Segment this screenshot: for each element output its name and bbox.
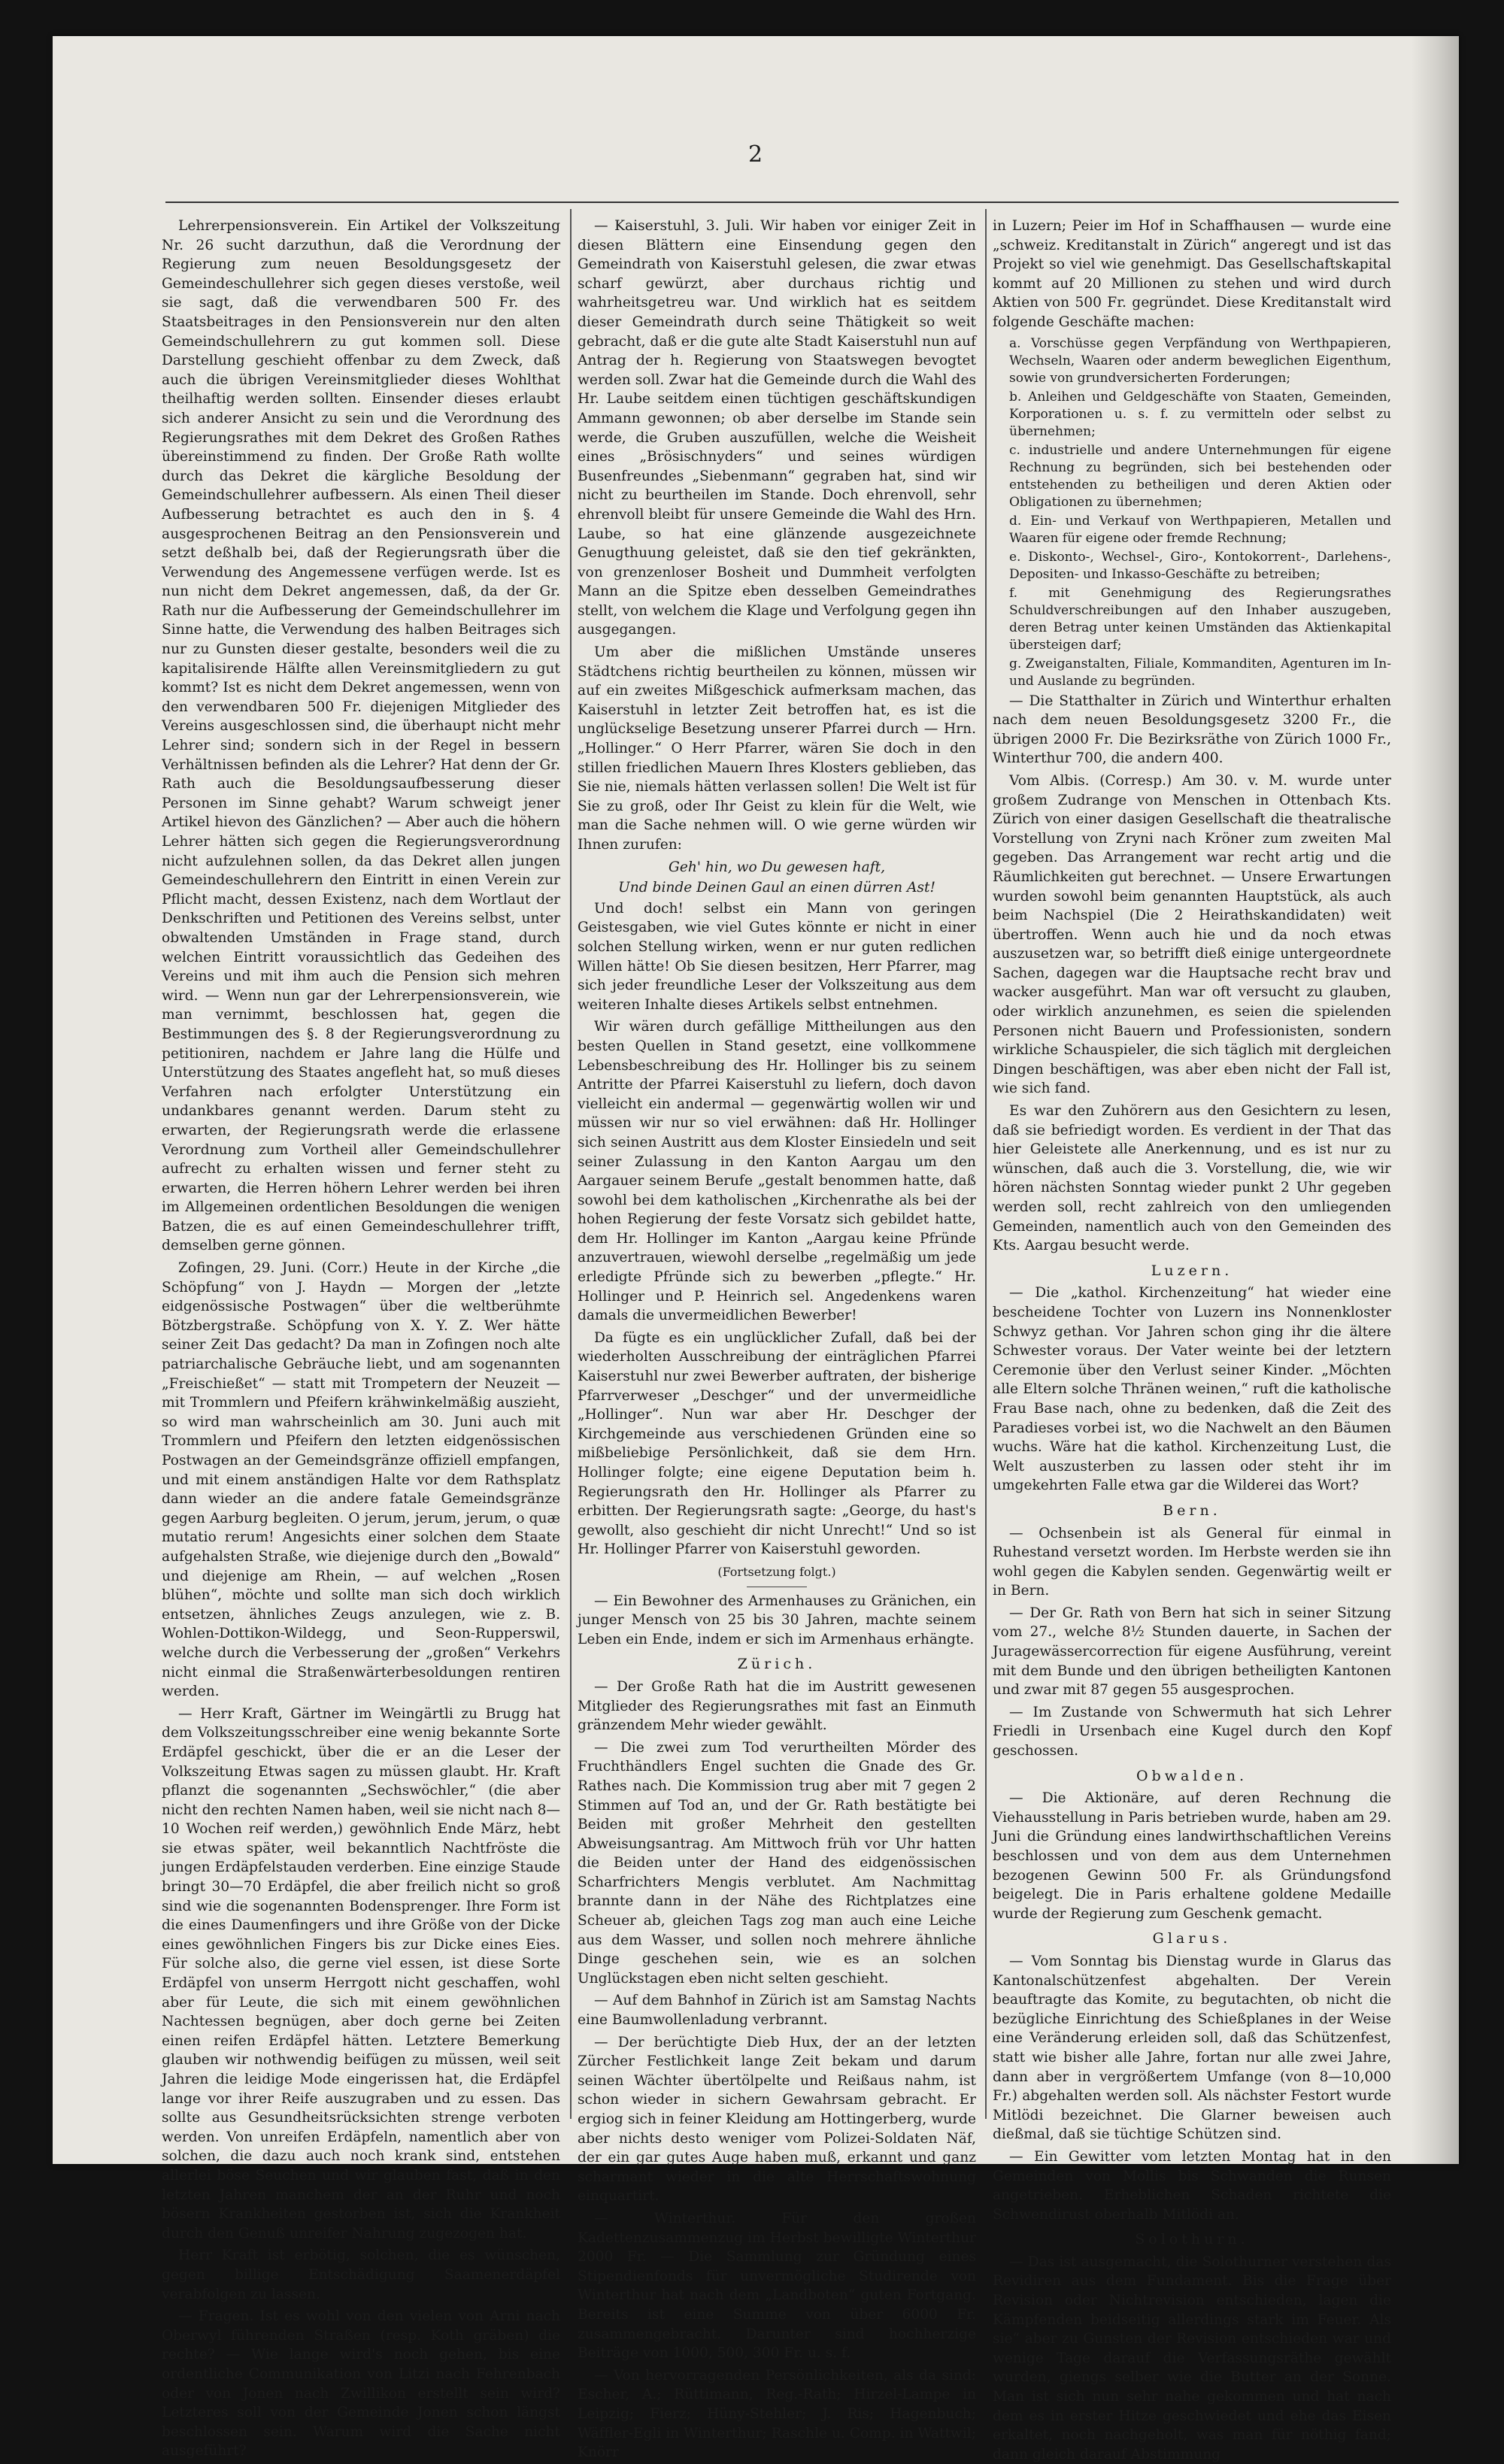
- article-bahnhof: — Auf dem Bahnhof in Zürich ist am Samstag Nachts eine Baumwollenladung verbrannt.: [578, 1993, 976, 2029]
- header-rule: [165, 202, 1399, 203]
- list-item: e. Diskonto-, Wechsel-, Giro-, Kontokorrent-, Darlehens-, Depositen- und Inkasso-Geschäfte zu betreiben;: [1009, 549, 1391, 582]
- section-heading-luzern: Luzern.: [1151, 1262, 1233, 1279]
- list-item: b. Anleihen und Geldgeschäfte von Staaten, Gemeinden, Korporationen u. s. f. zu vermitteln oder selbst zu übernehmen;: [1009, 389, 1391, 439]
- article-schuetzenfest: — Vom Sonntag bis Dienstag wurde in Glarus das Kantonalschützenfest abgehalten. Der Verein beauftragte das Komite, zu begutachten, ob nicht die bezügliche Einrichtung des Schießplanes in der Weise eine Veränderung erleiden soll, daß das Schützenfest, statt wie bisher alle Jahre, fortan nur alle zwei Jahre, dann aber in vergrößertem Umfange (von 8—10,000 Fr.) abgehalten werden soll. Als nächster Festort wurde Mitlödi bezeichnet. Die Glarner beweisen auch dießmal, daß sie tüchtige Schützen sind.: [993, 1953, 1391, 2143]
- verse-line-2: Und binde Deinen Gaul an einen dürren Ast!: [618, 880, 935, 896]
- article-persoenlichkeiten: — Von hervorragenden Persönlichkeiten, als da sind: Escher, A.; Rüttimann, Reg.-Rath; Hirzel-Lampe in Leipzig; Fierz; Hüny-Stehler; J. Ris; Hagenbuch; Wäffler-Egli in Winterthur; Raschle u. Comp. in Wattwil; Knörr: [578, 2367, 976, 2461]
- kreditanstalt-list: [993, 335, 1391, 690]
- article-friedli: — Im Zustande von Schwermuth hat sich Lehrer Friedli in Ursenbach eine Kugel durch den Kopf geschossen.: [993, 1704, 1391, 1759]
- article-gr-rath-bern: — Der Gr. Rath von Bern hat sich in seiner Sitzung vom 27., welche 8½ Stunden dauerte, in Sachen der Juragewässercorrection für eigene Ausführung, vereint mit dem Bunde und den übrigen betheiligten Kantonen und zwar mit 87 gegen 55 ausgesprochen.: [993, 1605, 1391, 1699]
- article-moerder: — Die zwei zum Tod verurtheilten Mörder des Fruchthändlers Engel suchten die Gnade des Gr. Rathes nach. Die Kommission trug aber mit 7 gegen 2 Stimmen auf Tod an, und der Gr. Rath bestätigte bei Beiden mit großer Mehrheit den gestellten Abweisungsantrag. Am Mittwoch früh vor Uhr hatten die Beiden unter der Hand des eidgenössischen Scharfrichters Mengis verblutet. Am Nachmittag brannte dann in der Nähe des Richtplatzes eine Scheuer ab, gleichen Tags zog man auch eine Leiche aus dem Wasser, und sollen noch mehrere ähnliche Dinge geschehen sein, wie es an solchen Unglückstagen eben nicht selten geschieht.: [578, 1739, 976, 1987]
- article-vom-albis: Vom Albis. (Corresp.) Am 30. v. M. wurde unter großem Zudrange von Menschen in Ottenbach Kts. Zürich von einer dasigen Gesellschaft die theatralische Vorstellung von Zryni nach Kröner zum zweiten Mal gegeben. Das Arrangement war recht artig und die Räumlichkeiten gut berechnet. — Unsere Erwartungen wurden sowohl beim genannten Hauptstück, als auch beim Nachspiel (Die 2 Heirathskandidaten) weit übertroffen. Wenn auch hie und da noch etwas auszusetzen war, so betrifft dieß einige untergeordnete Sachen, dagegen war die Hauptsache recht brav und wacker ausgeführt. Man war oft versucht zu glauben, oder wirklich anzunehmen, es seien die spielenden Personen nicht Bauern und Professionisten, sondern wirkliche Schauspieler, die sich täglich mit dergleichen Dingen beschäftigen, was aber eben nicht der Fall ist, wie sich fand.: [993, 772, 1391, 1097]
- article-grosser-rath: — Der Große Rath hat die im Austritt gewesenen Mitglieder des Regierungsrathes mit fast an Einmuth gränzendem Mehr wieder gewählt.: [578, 1678, 976, 1734]
- newspaper-page: [53, 36, 1459, 2462]
- article-kaiserstuhl: — Kaiserstuhl, 3. Juli. Wir haben vor einiger Zeit in diesen Blättern eine Einsendung gegen den Gemeindrath von Kaiserstuhl gelesen, die zwar etwas scharf gewürzt, aber durchaus richtig und wahrheitsgetreu war. Und wirklich hat es seitdem dieser Gemeindrath durch seine Thätigkeit so weit gebracht, daß er die gute alte Stadt Kaiserstuhl nun auf Antrag der h. Regierung von Staatswegen bevogtet werden soll. Zwar hat die Gemeinde durch die Wahl des Hr. Laube seitdem einen tüchtigen geschäftskundigen Ammann gewonnen; ob aber derselbe im Stande sein werde, die Gruben auszufüllen, welche die Weisheit eines „Brösischnyders“ und seines würdigen Busenfreundes „Siebenmann“ gegraben hat, sind wir nicht zu beurtheilen im Stande. Doch ehrenvoll, sehr ehrenvoll bleibt für unsere Gemeinde die Wahl des Hrn. Laube, so hat eine glänzende ausgezeichnete Genugthuung geleistet, daß sie den tief gekränkten, von grenzenloser Bosheit und Dummheit verfolgten Mann an die Spitze eben desselben Gemeindrathes stellt, von welchem die Klage und Verfolgung gegen ihn ausgegangen.: [578, 218, 976, 638]
- section-heading-solothurn: Solothurn.: [1135, 2231, 1249, 2248]
- article-zofingen: Zofingen, 29. Juni. (Corr.) Heute in der Kirche „die Schöpfung“ von J. Haydn — Morgen der „letzte eidgenössische Postwagen“ über die weltberühmte Bötzbergstraße. Schöpfung von X. Y. Z. Wer hätte seiner Zeit Das gedacht? Da man in Zofingen noch alte patriarchalische Gebräuche liebt, und am sogenannten „Freischießet“ — statt mit Trompetern der Neuzeit — mit Trommlern und Pfeifern krähwinkelmäßig auszieht, so wird man wahrscheinlich am 30. Juni auch mit Trommlern und Pfeifern den letzten eidgenössischen Postwagen an der Gemeindsgränze offiziell empfangen, und mit einem anständigen Halte vor dem Rathsplatz dann wieder an die andere fatale Gemeindsgränze gegen Aarburg begleiten. O jerum, jerum, jerum, o quæ mutatio rerum! Angesichts einer solchen dem Staate aufgehalsten Straße, wie diejenige durch den „Bowald“ und diejenige am Rhein, — auf welchen „Rosen blühen“, möchte und sollte man sich doch wirklich entsetzen, ähnliches Zeugs anzulegen, wie z. B. Wohlen-Dottikon-Wildegg, und Seon-Rupperswil, welche durch die Verbesserung der „großen“ Verkehrs nicht einmal die Straßenwärterbesoldungen rentiren werden.: [162, 1260, 560, 1700]
- article-dieb-hux: — Der berüchtigte Dieb Hux, der an der letzten Zürcher Festlichkeit lange Zeit bekam und darum seinen Wächter übertölpelte und Reißaus nahm, ist schon wieder in sichern Gewahrsam gebracht. Er ergiog sich in feiner Kleidung am Hottingerberg, wurde aber nichts desto weniger vom Polizei-Soldaten Näf, der ein gar gutes Auge haben muß, erkannt und ganz scharmant wieder in die alte Herrschaftswohnung einquartirt.: [578, 2034, 976, 2205]
- article-kaiserstuhl-4: Wir wären durch gefällige Mittheilungen aus den besten Quellen in Stand gesetzt, eine vollkommene Lebensbeschreibung des Hr. Hollinger bis zu seinem Antritte der Pfarrei Kaiserstuhl zu liefern, doch davon vielleicht ein andermal — gegenwärtig wollen wir und müssen wir nur so viel erwähnen: daß Hr. Hollinger sich seinen Austritt aus dem Kloster Einsiedeln und seit seiner Zulassung in den Kanton Aargau um den Aargauer seinem Berufe „gestalt benommen hatte, daß sowohl bei dem katholischen „Kirchenrathe als bei der hohen Regierung der feste Vorsatz sich gebildet hatte, dem Hr. Hollinger im Kanton „Aargau keine Pfründe anzuvertrauen, wiewohl derselbe „regelmäßig um jede erledigte Pfründe sich zu bewerben „pflegte.“ Hr. Hollinger und P. Heinrich sel. Angedenkens waren damals die unvermeidlichen Bewerber!: [578, 1019, 976, 1324]
- article-statthalter: — Die Statthalter in Zürich und Winterthur erhalten nach dem neuen Besoldungsgesetz 3200 Fr., die übrigen 2000 Fr. Die Bezirksräthe von Zürich 1000 Fr., Winterthur 700, die andern 400.: [993, 693, 1391, 767]
- list-item: g. Zweiganstalten, Filiale, Kommanditen, Agenturen im In- und Auslande zu begründen.: [1009, 656, 1391, 689]
- section-heading-bern: Bern.: [1163, 1502, 1221, 1519]
- article-gewitter: — Ein Gewitter vom letzten Montag hat in den Gemeinden von Mollis bis Schwanden die Runsen angetrieben. Erheblichen Schaden richtete die Schwendirust oberhalb Mitlödi an.: [993, 2148, 1391, 2223]
- section-heading-glarus: Glarus.: [1152, 1930, 1232, 1947]
- article-kaiserstuhl-3: Und doch! selbst ein Mann von geringen Geistesgaben, wie viel Gutes könnte er nicht in einer solchen Stellung wirken, wenn er nur guten redlichen Willen hätte! Ob Sie diesen besitzen, Herr Pfarrer, mag sich jeder freundliche Leser der Volkszeitung aus dem weiteren Inhalte dieses Artikels selbst entnehmen.: [578, 900, 976, 1013]
- article-vom-albis-2: Es war den Zuhörern aus den Gesichtern zu lesen, daß sie befriedigt worden. Es verdient in der That das hier Geleistete alle Anerkennung, und es ist nur zu wünschen, daß auch die 3. Vorstellung, die, wie wir hören nächsten Sonntag wieder punkt 2 Uhr gegeben werden soll, recht zahlreich von den umliegenden Gemeinden, namentlich auch von den Gemeinden des Kts. Aargau besucht werde.: [993, 1103, 1391, 1254]
- page-fold-shadow: [1411, 36, 1459, 2164]
- article-kraft-saamen: Herr Kraft ist erbötig, solchen, die es wünschen, gegen billige Entschädigung Saamenerdäpfel verabfolgen zu lassen.: [162, 2247, 560, 2302]
- article-kaiserstuhl-5: Da fügte es ein unglücklicher Zufall, daß bei der wiederholten Ausschreibung der einträglichen Pfarrei Kaiserstuhl nur zwei Bewerber auftraten, der bisherige Pfarrverweser „Deschger“ und der unvermeidliche „Hollinger“. Nun war aber Hr. Deschger der Kirchgemeinde aus verschiedenen Gründen eine so mißbeliebige Persönlichkeit, daß sie dem Hrn. Hollinger folgte; eine eigene Deputation beim h. Regierungsrath den Hr. Hollinger als Pfarrer zu erbitten. Der Regierungsrath sagte: „George, du hast's gewollt, also geschieht dir nicht Unrecht!“ Und so ist Hr. Hollinger Pfarrer von Kaiserstuhl geworden.: [578, 1329, 976, 1558]
- column-2: [578, 217, 976, 2461]
- article-lehrerpensionsverein: Lehrerpensionsverein. Ein Artikel der Volkszeitung Nr. 26 sucht darzuthun, daß die Verordnung der Regierung zum neuen Besoldungsgesetz der Gemeindeschullehrer sich gegen dieses verstoße, weil sie sagt, daß die verwendbaren 500 Fr. des Staatsbeitrages in den Pensionsverein nur den alten Gemeindschullehrern zu gut kommen soll. Diese Darstellung geschieht offenbar zu dem Zweck, daß auch die übrigen Vereinsmitglieder dieses Wohlthat theilhaftig werden sollten. Einsender dieses erlaubt sich anderer Ansicht zu sein und die Verordnung des Regierungsrathes mit dem Dekret des Großen Rathes übereinstimmend zu finden. Der Große Rath wollte durch das Dekret die kärgliche Besoldung der Gemeindschullehrer aufbessern. Als einen Theil dieser Aufbesserung betrachtet es auch den in §. 4 ausgesprochenen Beitrag an den Pensionsverein und setzt deßhalb bei, daß der Regierungsrath über die Verwendung des Angemessene verfügen werde. Ist es nun nicht dem Dekret angemessen, daß, da der Gr. Rath nur die Aufbesserung der Gemeindschullehrer im Sinne hatte, die Verwendung des halben Beitrages sich nur zu Gunsten dieser gestalte, besonders weil die zu kapitalisirende Hälfte allen Vereinsmitgliedern zu gut kommt? Ist es nicht dem Dekret angemessen, wenn von den verwendbaren 500 Fr. diejenigen Mitglieder des Vereins ausgeschlossen sind, die überhaupt nicht mehr Lehrer sind; sondern sich in der Regel in bessern Verhältnissen befinden als die Lehrer? Hat denn der Gr. Rath auch die Besoldungsaufbesserung dieser Personen im Sinne gehabt? Warum schweigt jener Artikel hievon des Gänzlichen? — Aber auch die höhern Lehrer hätten sich gegen die Regierungsverordnung nicht aufzulehnen sollen, da das Dekret allen jungen Gemeindeschullehrern den Eintritt in einen Verein zur Pflicht macht, dessen Existenz, nach dem Wortlaut der Denkschriften und Petitionen des Vereins selbst, unter obwaltenden Umständen in Frage stand, durch welchen Eintritt voraussichtlich das Gedeihen des Vereins und mit ihm auch die Pension sich mehren wird. — Wenn nun gar der Lehrerpensionsverein, wie man vernimmt, beschlossen hat, gegen die Bestimmungen des §. 8 der Regierungsverordnung zu petitioniren, nachdem er Jahre lang die Hülfe und Unterstützung des Staates angefleht hat, so muß dieses Verfahren nach erfolgter Unterstützung ein undankbares genannt werden. Darum steht zu erwarten, der Regierungsrath werde die erlassene Verordnung zum Vortheil aller Gemeindschullehrer aufrecht zu erhalten wissen und ferner steht zu erwarten, die Herren höhern Lehrer werden bei ihren im Allgemeinen ordentlichen Besoldungen die wenigen Batzen, die es auf einen Gemeindeschullehrer trifft, demselben gerne gönnen.: [162, 218, 560, 1254]
- list-item: f. mit Genehmigung des Regierungsrathes Schuldverschreibungen auf den Inhaber auszugeben, deren Betrag unter keinen Umständen das Aktienkapital übersteigen darf;: [1009, 585, 1391, 653]
- article-winterthur: — Winterthur. Für den großen Kadettenzusammenzug im Herbst bewilligte Winterthur 2000 Fr. — Die Sammlung zur Gründung eines Stipendienfonds für unvermögliche Studirende von Winterthur hat nach dem „Landboten“ guten Fortgang. Bereits ist eine Summe von über 6000 Fr. zusammengebracht. Darunter sind hochherzige Beiträge von 1000, 500, 300 Fr. u. s. f.: [578, 2210, 976, 2362]
- article-ochsenbein: — Ochsenbein ist als General für einmal in Ruhestand versetzt worden. Im Herbste werden sie ihn wohl gegen die Kabylen senden. Gegenwärtig weilt er in Bern.: [993, 1525, 1391, 1599]
- column-1: [162, 217, 560, 2459]
- verse-line-1: Geh' hin, wo Du gewesen haft,: [669, 859, 885, 875]
- article-kraft-erdaepfel: — Herr Kraft, Gärtner im Weingärtli zu Brugg hat dem Volkszeitungsschreiber eine wenig bekannte Sorte Erdäpfel geschickt, über die er an die Leser der Volkszeitung Etwas sagen zu müssen glaubt. Hr. Kraft pflanzt die sogenannten „Sechswöchler,“ (die aber nicht den rechten Namen haben, weil sie nicht nach 8—10 Wochen reif werden,) gewöhnlich Ende März, hebt sie etwas später, weil bekanntlich Nachtfröste die jungen Erdäpfelstauden verderben. Eine einzige Staude bringt 30—70 Erdäpfel, die aber freilich nicht so groß sind wie die sogenannten Bodensprenger. Ihre Form ist die eines Daumenfingers und ihre Größe von der Dicke eines gewöhnlichen Fingers bis zur Dicke eines Eies. Für solche also, die gerne viel essen, ist diese Sorte Erdäpfel von unserm Herrgott nicht geschaffen, wohl aber für Leute, die sich mit einem gewöhnlichen Nachtessen begnügen, aber doch gerne bei Zeiten einen reifen Erdäpfel hätten. Letztere Bemerkung glauben wir nothwendig beifügen zu müssen, weil seit Jahren die leidige Mode eingerissen hat, die Erdäpfel lange vor ihrer Reife auszugraben und zu essen. Das sollte aus Gesundheitsrücksichten strenge verboten werden. Von unreifen Erdäpfeln, namentlich aber von solchen, die dazu auch noch krank sind, entstehen allerlei böse Seuchen und wir glauben fast, daß in den letzten Jahren manchem der an der Ruhr und noch bösern Krankheiten gestorben ist, sich die Krankheit durch den Genuß unreifer Nahrung zugezogen hat.: [162, 1705, 560, 2241]
- article-kirchenzeitung: — Die „kathol. Kirchenzeitung“ hat wieder eine bescheidene Tochter von Luzern ins Nonnenkloster Schwyz gethan. Vor Jahren schon ging ihr die ältere Schwester voraus. Der Vater weinte bei der letztern Ceremonie über den Verlust seiner Kinder. „Möchten alle Eltern solche Thränen weinen,“ ruft die katholische Frau Base nach, ohne zu bedenken, daß die Zeit des Paradieses vorbei ist, wo die Nachwelt an den Bäumen wuchs. Wäre hat die kathol. Kirchenzeitung Lust, die Welt auszusterben zu lassen oder steht ihr im umgekehrten Falle etwa gar die Wilderei das Wort?: [993, 1285, 1391, 1494]
- list-item: c. industrielle und andere Unternehmungen für eigene Rechnung zu begründen, sich bei bestehenden oder entstehenden zu betheiligen und deren Aktien oder Obligationen zu übernehmen;: [1009, 442, 1391, 510]
- section-heading-zurich: Zürich.: [737, 1656, 817, 1673]
- column-rule-1: [570, 209, 572, 2119]
- section-heading-obwalden: Obwalden.: [1136, 1767, 1248, 1784]
- article-kreditanstalt: in Luzern; Peier im Hof in Schaffhausen — wurde eine „schweiz. Kreditanstalt in Zürich“ angeregt und ist das Projekt so viel wie genehmigt. Das Gesellschaftskapital kommt auf 20 Millionen zu stehen und wird durch Aktien von 500 Fr. gegründet. Diese Kreditanstalt wird folgende Geschäfte machen:: [993, 218, 1391, 330]
- article-fragen: — Fragen. Ist es wohl von den vielen von Arni nach Oberwyl führenden Straßen (resp. Koth gräben) die rechte? — Wie lange wird's noch gehen, bis eine ordentliche Communikation von Litzi nach Fehrenbach oder von Jonen nach Zwillikon erstellt sein wird? Letzteres soll von der Gemeinde Jonen schon längst beschlossen sein. Warum wird die Sache nicht ausgeführt?: [162, 2308, 560, 2459]
- column-rule-2: [985, 209, 987, 2119]
- column-3: [993, 217, 1391, 2462]
- article-kaiserstuhl-2: Um aber die mißlichen Umstände unseres Städtchens richtig beurtheilen zu können, müssen wir auf ein zweites Mißgeschick aufmerksam machen, das Kaiserstuhl in letzter Zeit betroffen hat, es ist die unglückselige Besetzung unserer Pfarrei durch — Hrn. „Hollinger.“ O Herr Pfarrer, wären Sie doch in den stillen friedlichen Mauern Ihres Klosters geblieben, das Sie nie, niemals hätten verlassen sollen! Die Welt ist für Sie zu groß, oder Ihr Geist zu klein für die Welt, wie man die Sache nehmen will. O wie gerne würden wir Ihnen zurufen:: [578, 644, 976, 853]
- list-item: a. Vorschüsse gegen Verpfändung von Werthpapieren, Wechseln, Waaren oder anderm beweglichen Eigenthum, sowie von grundversicherten Forderungen;: [1009, 335, 1391, 386]
- page-number: 2: [747, 141, 764, 168]
- article-aktionaere: — Die Aktionäre, auf deren Rechnung die Viehausstellung in Paris betrieben wurde, haben am 29. Juni die Gründung eines landwirthschaftlichen Vereins beschlossen und von dem aus dem Unternehmen bezogenen Gewinn 500 Fr. als Gründungsfond beigelegt. Die in Paris erhaltene goldene Medaille wurde der Regierung zum Geschenk gemacht.: [993, 1790, 1391, 1922]
- article-solothurn: — Das ist ausgemacht, die Solothurner verstehen das Revidiren aus dem Fundament. Bis die Frage über Revision oder Nichtrevision entschieden, lagen die Kämpfenden beidseitig allerdings stark im Feuer. Als sie“ aber zu Gunsten der Revision entschieden war und wenige Tage darauf die Verfassungsräthe gewählt wurden, giengs selber wie die Butter an der Sonne. Man ist sich nun sehr nahe gekommen und hat nach dem es in erster Hitze geschwiedet und ehe das Eisen erkaltet, noch nachgeholt, was man für nöthig fand; dann gleich darauf Abstimmung: [993, 2253, 1391, 2462]
- article-graenichen: — Ein Bewohner des Armenhauses zu Gränichen, ein junger Mensch von 25 bis 30 Jahren, machte seinem Leben ein Ende, indem er sich im Armenhaus erhängte.: [578, 1593, 976, 1647]
- list-item: d. Ein- und Verkauf von Werthpapieren, Metallen und Waaren für eigene oder fremde Rechnung;: [1009, 513, 1391, 546]
- continuation-note: (Fortsetzung folgt.): [717, 1564, 836, 1579]
